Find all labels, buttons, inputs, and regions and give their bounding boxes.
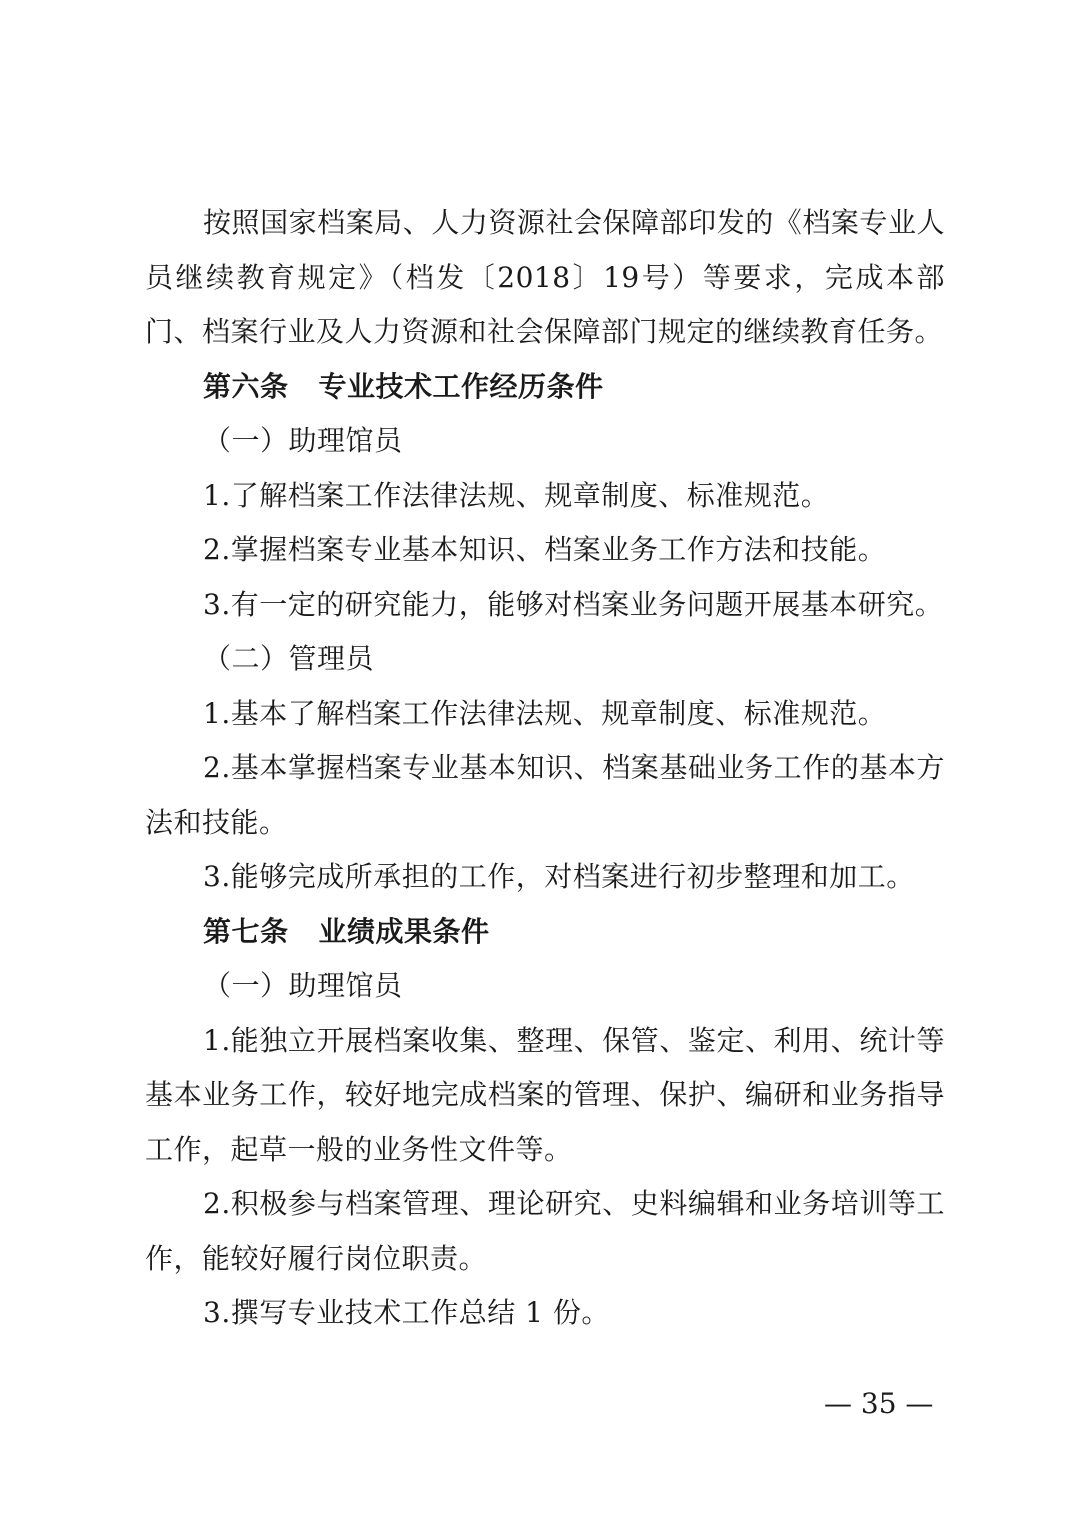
list-item: 1.能独立开展档案收集、整理、保管、鉴定、利用、统计等基本业务工作，较好地完成档案的管理、保护、编研和业务指导工作，起草一般的业务性文件等。 [145, 1023, 945, 1166]
article-6-heading [145, 360, 945, 415]
list-item: 3.能够完成所承担的工作，对档案进行初步整理和加工。 [203, 860, 915, 893]
list-item: 3.有一定的研究能力，能够对档案业务问题开展基本研究。 [203, 587, 944, 621]
list-item: 3.撰写专业技术工作总结 1 份。 [203, 1296, 610, 1329]
article-7-heading [145, 905, 945, 960]
list-item: 2.积极参与档案管理、理论研究、史料编辑和业务培训等工作，能较好履行岗位职责。 [145, 1187, 945, 1275]
article-6-number: 第六条 [203, 369, 289, 403]
section-heading: （一）助理馆员 [203, 424, 403, 457]
list-item: 1.基本了解档案工作法律法规、规章制度、标准规范。 [203, 696, 887, 730]
article-6-title: 专业技术工作经历条件 [318, 369, 604, 403]
intro-paragraph: 按照国家档案局、人力资源社会保障部印发的《档案专业人员继续教育规定》（档发〔2018〕19号）等要求，完成本部门、档案行业及人力资源和社会保障部门规定的继续教育任务。 [145, 206, 945, 348]
article-7-number: 第七条 [203, 914, 289, 948]
list-item: 1.了解档案工作法律法规、规章制度、标准规范。 [203, 478, 830, 512]
page-number: — 35 — [824, 1387, 934, 1420]
list-item: 2.基本掌握档案专业基本知识、档案基础业务工作的基本方法和技能。 [145, 751, 945, 839]
section-heading: （二）管理员 [203, 642, 375, 675]
article-7-title: 业绩成果条件 [318, 914, 490, 948]
section-heading: （一）助理馆员 [203, 969, 403, 1002]
list-item: 2.掌握档案专业基本知识、档案业务工作方法和技能。 [203, 533, 887, 566]
document-body [145, 196, 945, 1341]
